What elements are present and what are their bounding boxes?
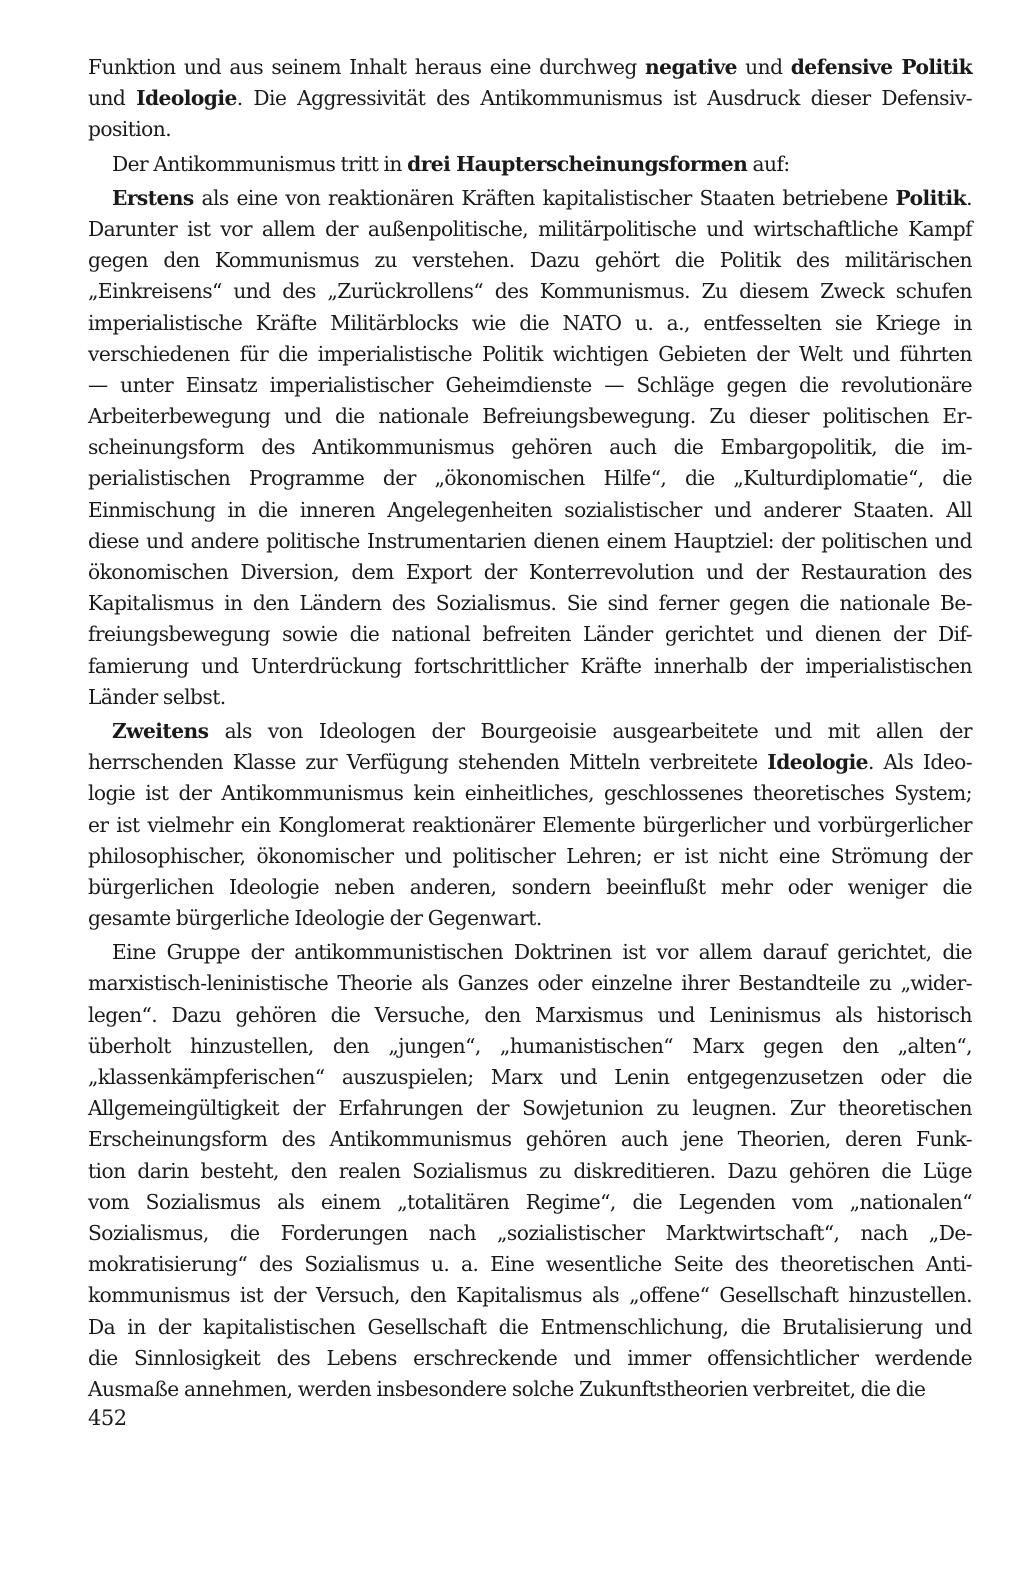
paragraph (88, 149, 972, 180)
text-run: die Sinnlosigkeit des Lebens erschreckende und immer offensichtlicher werdende (88, 1345, 972, 1370)
text-line (88, 1062, 972, 1093)
text-line (88, 339, 972, 370)
text-run: mokratisierung“ des Sozialismus u. a. Eine wesentliche Seite des theoretischen Anti- (88, 1252, 972, 1277)
text-line (88, 1187, 972, 1218)
text-run: herrschenden Klasse zur Verfügung stehenden Mitteln verbreitete (88, 750, 768, 775)
paragraph (88, 52, 972, 146)
text-run: Funktion und aus seinem Inhalt heraus eine durchweg (88, 55, 646, 79)
text-run: als eine von reaktionären Kräften kapitalistischer Staaten betriebene (193, 185, 896, 210)
text-line (88, 716, 972, 747)
text-run: gesamte bürgerliche Ideologie der Gegenwart. (88, 906, 542, 931)
text-run: Darunter ist vor allem der außenpolitische, militärpolitische und wirtschaftliche Kampf (88, 216, 972, 241)
text-line (88, 651, 972, 682)
text-line (88, 276, 972, 307)
text-line (88, 1124, 972, 1155)
text-line (88, 588, 972, 619)
text-line (88, 747, 972, 778)
text-line (88, 1031, 972, 1062)
text-line (88, 114, 972, 145)
text-run: position. (88, 117, 172, 142)
text-run: überholt hinzustellen, den „jungen“, „humanistischen“ Marx gegen den „alten“, (88, 1033, 972, 1058)
text-run: . Die Aggressivität des Antikommunismus ist Ausdruck dieser Defensiv- (236, 86, 972, 111)
text-line (88, 968, 972, 999)
text-line (88, 401, 972, 432)
text-line (88, 937, 972, 968)
text-line (88, 1312, 972, 1343)
text-run: Ausmaße annehmen, werden insbesondere solche Zukunftstheorien verbreitet, die die (88, 1376, 926, 1401)
text-run: Allgemeingültigkeit der Erfahrungen der Sowjetunion zu leugnen. Zur theoretischen (88, 1096, 972, 1121)
text-run: scheinungsform des Antikommunismus gehören auch die Embargopolitik, die im- (88, 435, 972, 460)
text-line (88, 308, 972, 339)
text-line (88, 52, 972, 83)
text-run: Erscheinungsform des Antikommunismus gehören auch jene Theorien, deren Funk- (88, 1127, 972, 1152)
text-run: er ist vielmehr ein Konglomerat reaktionärer Elemente bürgerlicher und vorbürgerlicher (88, 812, 972, 837)
text-run: Einmischung in die inneren Angelegenheiten sozialistischer und anderer Staaten. All (88, 497, 972, 522)
body-text (88, 52, 972, 1405)
text-line (88, 557, 972, 588)
text-run: freiungsbewegung sowie die national befreiten Länder gerichtet und dienen der Dif- (88, 622, 972, 647)
text-run: kommunismus ist der Versuch, den Kapitalismus als „offene“ Gesellschaft hinzustellen. (88, 1283, 972, 1308)
text-run: . Als Ideo- (867, 750, 972, 775)
text-run: diese und andere politische Instrumentarien dienen einem Hauptziel: der politischen und (88, 528, 972, 553)
text-run: legen“. Dazu gehören die Versuche, den Marxismus und Leninismus als historisch (88, 1002, 972, 1027)
text-run: als von Ideologen der Bourgeoisie ausgearbeitete und mit allen der (208, 718, 972, 743)
text-run: „Einkreisens“ und des „Zurückrollens“ des Kommunismus. Zu diesem Zweck schufen (88, 279, 972, 304)
text-line (88, 1000, 972, 1031)
text-line (88, 526, 972, 557)
text-run: Sozialismus, die Forderungen nach „sozialistischer Marktwirtschaft“, nach „De- (88, 1220, 972, 1245)
text-run: Arbeiterbewegung und die nationale Befreiungsbewegung. Zu dieser politischen Er- (88, 404, 972, 429)
text-run: — unter Einsatz imperialistischer Geheimdienste — Schläge gegen die revolutionäre (88, 372, 972, 397)
text-run: ökonomischen Diversion, dem Export der Konterrevolution und der Restauration des (88, 560, 972, 584)
text-line (88, 903, 972, 934)
text-line (88, 1280, 972, 1311)
text-run: Länder selbst. (88, 684, 226, 709)
text-run: Eine Gruppe der antikommunistischen Doktrinen ist vor allem darauf gerichtet, die (112, 940, 972, 965)
bold-text: Erstens (112, 185, 194, 210)
text-line (88, 432, 972, 463)
text-line (88, 872, 972, 903)
text-run: Da in der kapitalistischen Gesellschaft die Entmenschlichung, die Brutalisierung und (88, 1314, 972, 1339)
text-line (88, 245, 972, 276)
text-line (88, 1218, 972, 1249)
bold-text: drei Haupterscheinungsformen (407, 151, 748, 176)
text-run: und (736, 55, 791, 79)
text-run: und (88, 86, 137, 111)
text-line (88, 1156, 972, 1187)
bold-text: defensive Politik (790, 55, 973, 79)
text-run: gegen den Kommunismus zu verstehen. Dazu gehört die Politik des militärischen (88, 248, 972, 273)
text-line (88, 778, 972, 809)
text-line (88, 810, 972, 841)
text-run: verschiedenen für die imperialistische Politik wichtigen Gebieten der Welt und führten (88, 341, 972, 366)
text-run: bürgerlichen Ideologie neben anderen, sondern beeinflußt mehr oder weniger die (88, 874, 972, 899)
text-run: auf: (747, 151, 790, 176)
text-line (88, 183, 972, 214)
text-run: Kapitalismus in den Ländern des Sozialismus. Sie sind ferner gegen die nationale Be- (88, 591, 972, 616)
text-line (88, 370, 972, 401)
text-run: vom Sozialismus als einem „totalitären Regime“, die Legenden vom „nationalen“ (88, 1189, 972, 1214)
bold-text: Zweitens (112, 718, 209, 743)
text-run: tion darin besteht, den realen Sozialismus zu diskreditieren. Dazu gehören die Lüge (88, 1158, 972, 1183)
text-run: logie ist der Antikommunismus kein einheitliches, geschlossenes theoretisches System; (88, 781, 972, 806)
bold-text: Politik (895, 185, 967, 210)
paragraph (88, 183, 972, 713)
bold-text: negative (645, 55, 737, 79)
bold-text: Ideologie (767, 750, 868, 775)
paragraph (88, 937, 972, 1405)
text-line (88, 1249, 972, 1280)
text-line (88, 214, 972, 245)
text-line (88, 1343, 972, 1374)
paragraph (88, 716, 972, 934)
text-run: marxistisch-leninistische Theorie als Ganzes oder einzelne ihrer Bestandteile zu „wider- (88, 971, 972, 996)
text-line (88, 83, 972, 114)
text-run: „klassenkämpferischen“ auszuspielen; Marx und Lenin entgegenzusetzen oder die (88, 1065, 972, 1089)
text-line (88, 1374, 972, 1405)
text-run: imperialistische Kräfte Militärblocks wie die NATO u. a., entfesselten sie Kriege in (88, 310, 972, 335)
text-run: perialistischen Programme der „ökonomischen Hilfe“, die „Kulturdiplomatie“, die (88, 466, 972, 491)
text-line (88, 619, 972, 650)
text-line (88, 463, 972, 494)
text-line (88, 149, 972, 180)
text-run: Der Antikommunismus tritt in (112, 151, 408, 176)
text-run: famierung und Unterdrückung fortschrittlicher Kräfte innerhalb der imperialistischen (88, 653, 972, 678)
text-line (88, 841, 972, 872)
text-line (88, 495, 972, 526)
text-run: . (966, 185, 972, 210)
text-line (88, 1093, 972, 1124)
text-run: philosophischer, ökonomischer und politischer Lehren; er ist nicht eine Strömung der (88, 843, 972, 868)
bold-text: Ideologie (136, 86, 237, 111)
text-line (88, 682, 972, 713)
page-number: 452 (88, 1406, 127, 1430)
